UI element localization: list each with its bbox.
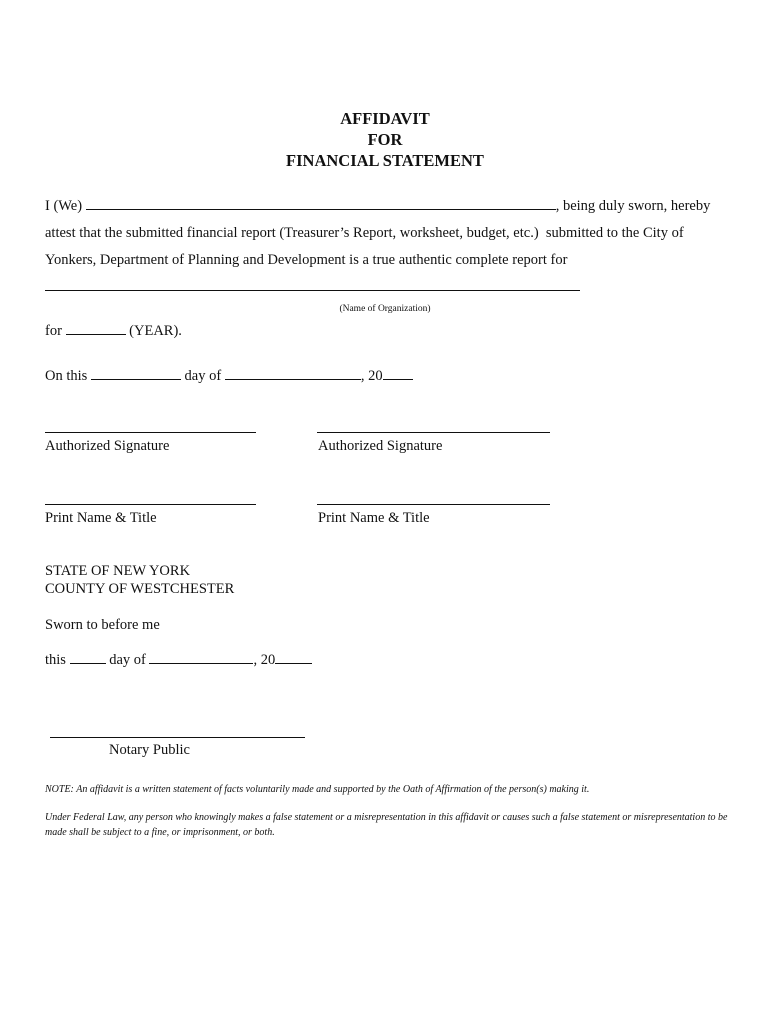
year-label: (YEAR). — [129, 323, 182, 339]
sworn-text: , being duly sworn, hereby — [555, 198, 711, 214]
sworn-year-prefix-label: , 20 — [253, 652, 276, 668]
notary-signature-line[interactable] — [50, 737, 305, 738]
for-label: for — [45, 323, 62, 339]
date-line — [45, 367, 413, 385]
year-blank[interactable] — [66, 322, 126, 335]
statement-line-3: Yonkers, Department of Planning and Development is a true authentic complete report for — [45, 252, 568, 268]
affidavit-note: NOTE: An affidavit is a written statement of facts voluntarily made and supported by the Oath of Affirmation of the person(s) making it. — [45, 784, 590, 795]
sworn-date-line — [45, 651, 312, 669]
i-we-label: I (We) — [45, 198, 83, 214]
sworn-label: Sworn to before me — [45, 617, 160, 633]
title-affidavit: AFFIDAVIT — [340, 109, 430, 128]
statement-line-1 — [45, 197, 710, 215]
organization-name-blank[interactable] — [45, 290, 580, 291]
statement-line-2: attest that the submitted financial report (Treasurer’s Report, worksheet, budget, etc.) submitted to the City of — [45, 225, 684, 241]
organization-caption: (Name of Organization) — [339, 304, 431, 314]
right-print-name-line[interactable] — [317, 504, 550, 505]
right-authorized-signature-label: Authorized Signature — [318, 438, 443, 454]
month-blank[interactable] — [225, 367, 361, 380]
federal-law-note: Under Federal Law, any person who knowingly makes a false statement or a misrepresentation in this affidavit or causes such a false statement or misrepresentation to be made shall be subject to a fine, or imprisonment, or both. — [45, 812, 728, 838]
notary-public-label: Notary Public — [109, 742, 190, 758]
left-print-name-label: Print Name & Title — [45, 510, 157, 526]
title-financial-statement: FINANCIAL STATEMENT — [286, 151, 484, 170]
sworn-month-blank[interactable] — [149, 651, 253, 664]
day-blank[interactable] — [91, 367, 181, 380]
right-signature-line[interactable] — [317, 432, 550, 433]
state-label: STATE OF NEW YORK — [45, 563, 191, 579]
title-for: FOR — [367, 130, 403, 149]
sworn-day-blank[interactable] — [70, 651, 106, 664]
on-this-label: On this — [45, 368, 88, 384]
county-label: COUNTY OF WESTCHESTER — [45, 581, 235, 597]
sworn-year-blank[interactable] — [275, 651, 312, 664]
year-line — [45, 322, 182, 340]
left-signature-line[interactable] — [45, 432, 256, 433]
day-of-label: day of — [184, 368, 222, 384]
right-print-name-label: Print Name & Title — [318, 510, 430, 526]
name-blank[interactable] — [86, 197, 556, 210]
left-authorized-signature-label: Authorized Signature — [45, 438, 170, 454]
year-prefix-label: , 20 — [360, 368, 383, 384]
left-print-name-line[interactable] — [45, 504, 256, 505]
sworn-day-of-label: day of — [109, 652, 146, 668]
year-suffix-blank[interactable] — [383, 367, 413, 380]
this-label: this — [45, 652, 66, 668]
